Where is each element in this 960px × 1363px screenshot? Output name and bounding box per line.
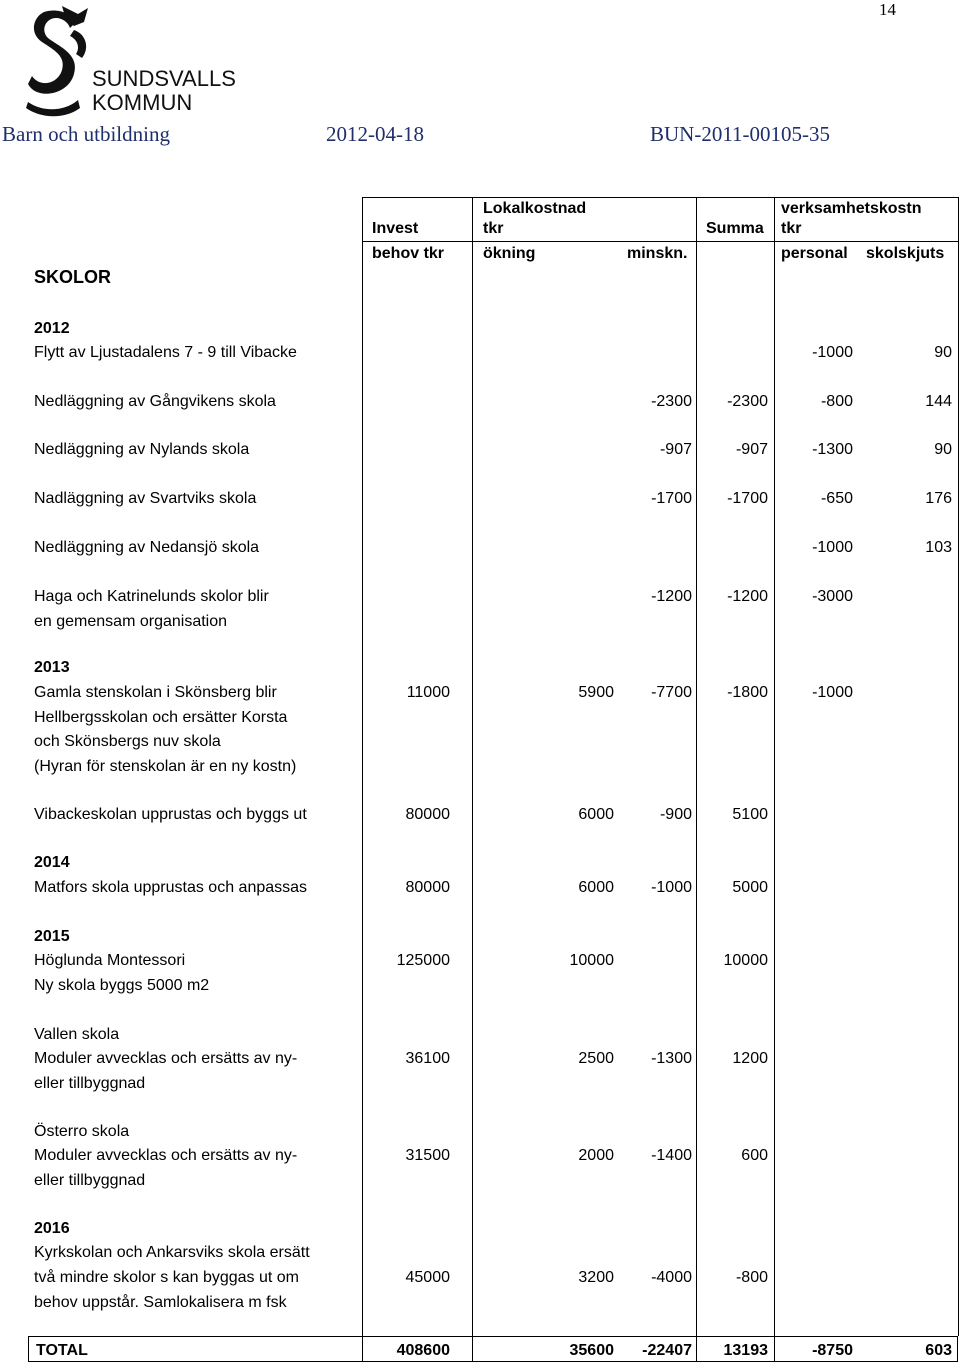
page-number: 14 (879, 0, 896, 19)
cell-skolskjuts: 90 (934, 441, 952, 458)
row-label: en gemensam organisation (34, 612, 228, 630)
cell-summa: 5000 (732, 879, 768, 896)
cell-personal: -650 (820, 490, 853, 507)
year-heading: 2015 (34, 928, 70, 945)
cell-minskn: -1300 (651, 1050, 692, 1067)
row-label: Moduler avvecklas och ersätts av ny- (34, 1147, 298, 1164)
cell-minskn: -7700 (651, 684, 692, 701)
row-label: eller tillbyggnad (34, 1171, 146, 1189)
cell-summa: -1800 (727, 684, 768, 701)
total-minskn: -22407 (642, 1342, 692, 1359)
col-header-verksamhet-unit: tkr (781, 220, 802, 237)
row-label: behov uppstår. Samlokalisera m fsk (34, 1293, 287, 1311)
row-label: Vallen skola (34, 1026, 120, 1043)
sundsvall-crest-logo (22, 4, 242, 120)
cell-minskn: -4000 (651, 1269, 692, 1286)
cell-personal: -1000 (812, 344, 853, 361)
cell-summa: -2300 (727, 393, 768, 410)
cell-skolskjuts: 90 (934, 344, 952, 361)
total-skolskjuts: 603 (925, 1342, 952, 1359)
cell-skolskjuts: 144 (925, 393, 952, 410)
row-label: Ny skola byggs 5000 m2 (34, 976, 210, 994)
total-label: TOTAL (36, 1342, 88, 1359)
row-label: Nedläggning av Gångvikens skola (34, 393, 276, 410)
total-okning: 35600 (569, 1342, 614, 1359)
cell-summa: -1700 (727, 490, 768, 507)
row-label: Österro skola (34, 1123, 130, 1140)
row-label: Nedläggning av Nylands skola (34, 441, 250, 458)
row-label: Höglunda Montessori (34, 952, 186, 969)
cell-okning: 2500 (578, 1050, 614, 1067)
cell-invest: 125000 (396, 952, 450, 969)
cell-skolskjuts: 176 (925, 490, 952, 507)
cell-okning: 5900 (578, 684, 614, 701)
col-header-lokal-unit: tkr (483, 220, 504, 237)
col-header-personal: personal (781, 245, 848, 262)
cell-invest: 31500 (405, 1147, 450, 1164)
col-header-summa: Summa (706, 220, 764, 237)
cell-minskn: -1400 (651, 1147, 692, 1164)
col-header-minskn: minskn. (627, 245, 688, 262)
row-label: Nadläggning av Svartviks skola (34, 490, 257, 507)
cell-invest: 36100 (405, 1050, 450, 1067)
row-label: eller tillbyggnad (34, 1074, 146, 1092)
cell-minskn: -1200 (651, 588, 692, 605)
total-personal: -8750 (812, 1342, 853, 1359)
total-invest: 408600 (396, 1342, 450, 1359)
year-heading: 2013 (34, 659, 70, 676)
cell-personal: -1300 (812, 441, 853, 458)
row-label: Gamla stenskolan i Skönsberg blir (34, 684, 277, 701)
col-header-lokal: Lokalkostnad (483, 200, 587, 217)
cell-skolskjuts: 103 (925, 539, 952, 556)
year-heading: 2012 (34, 320, 70, 337)
cell-summa: -800 (735, 1269, 768, 1286)
row-label: Kyrkskolan och Ankarsviks skola ersätt (34, 1244, 310, 1261)
header-reference: BUN-2011-00105-35 (650, 122, 831, 146)
cell-personal: -1000 (812, 684, 853, 701)
cell-minskn: -1700 (651, 490, 692, 507)
row-label: Moduler avvecklas och ersätts av ny- (34, 1050, 298, 1067)
cell-minskn: -1000 (651, 879, 692, 896)
section-title: SKOLOR (34, 267, 112, 287)
cell-personal: -1000 (812, 539, 853, 556)
col-header-okning: ökning (483, 245, 536, 262)
col-header-verksamhet: verksamhetskostn (781, 200, 922, 217)
col-header-invest: Invest (372, 220, 419, 237)
cell-summa: -1200 (727, 588, 768, 605)
header-department: Barn och utbildning (2, 122, 170, 146)
cell-summa: -907 (735, 441, 768, 458)
logo-line1: SUNDSVALLS (92, 66, 236, 91)
row-label: Nedläggning av Nedansjö skola (34, 539, 260, 556)
row-label: och Skönsbergs nuv skola (34, 733, 221, 750)
row-label: (Hyran för stenskolan är en ny kostn) (34, 757, 297, 775)
year-heading: 2014 (34, 854, 70, 871)
row-label: Hellbergsskolan och ersätter Korsta (34, 708, 288, 726)
cell-invest: 80000 (405, 806, 450, 823)
year-heading: 2016 (34, 1220, 70, 1237)
cell-personal: -3000 (812, 588, 853, 605)
header-date: 2012-04-18 (326, 122, 424, 146)
total-summa: 13193 (723, 1342, 768, 1359)
row-label: Haga och Katrinelunds skolor blir (34, 588, 269, 605)
row-label: två mindre skolor s kan byggas ut om (34, 1269, 300, 1286)
cell-okning: 6000 (578, 806, 614, 823)
row-label: Matfors skola upprustas och anpassas (34, 879, 308, 896)
cell-invest: 11000 (406, 684, 450, 701)
cell-summa: 10000 (723, 952, 768, 969)
cell-invest: 80000 (405, 879, 450, 896)
cell-summa: 600 (741, 1147, 768, 1164)
col-header-skolskjuts: skolskjuts (866, 245, 945, 262)
cell-personal: -800 (820, 393, 853, 410)
cell-summa: 1200 (732, 1050, 768, 1067)
cell-minskn: -900 (659, 806, 692, 823)
col-header-invest-unit: behov tkr (372, 245, 445, 262)
cell-okning: 6000 (578, 879, 614, 896)
row-label: Vibackeskolan upprustas och byggs ut (34, 806, 307, 823)
cell-okning: 10000 (569, 952, 614, 969)
row-label: Flytt av Ljustadalens 7 - 9 till Vibacke (34, 344, 297, 361)
cell-minskn: -2300 (651, 393, 692, 410)
cell-okning: 2000 (578, 1147, 614, 1164)
cell-summa: 5100 (732, 806, 768, 823)
cell-invest: 45000 (405, 1269, 450, 1286)
cell-minskn: -907 (659, 441, 692, 458)
cell-okning: 3200 (578, 1269, 614, 1286)
logo-line2: KOMMUN (92, 90, 193, 115)
